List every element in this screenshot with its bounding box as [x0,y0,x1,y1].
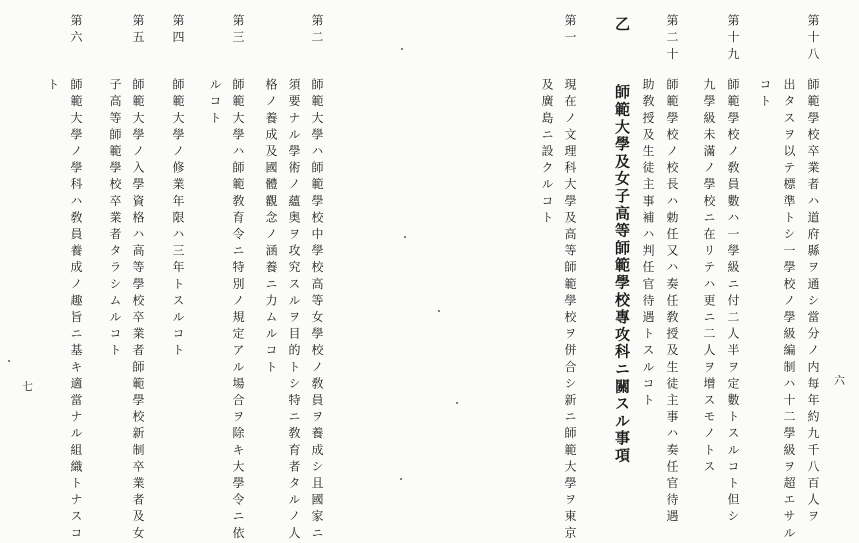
article-number: 第十八 [806,14,820,64]
section-mark: 乙 [613,16,631,34]
scan-speck [8,360,10,362]
article-number: 第一 [563,14,577,48]
article-text-line: ルコト [208,78,222,128]
scan-speck [404,236,406,238]
article-text-line: 師範學校ノ校長ハ勅任又ハ奏任敎授及生徒主事ハ奏任官待遇 [665,78,679,527]
article-number: 第六 [69,14,83,48]
scan-speck [456,402,458,404]
article-number: 第十九 [726,14,740,64]
section-heading: 師範大學及女子高等師範學校專攻科ニ關スル事項 [613,84,631,465]
article-text-line: 九學級未滿ノ學校ニ在リテハ更ニ二人ヲ增スモノトス [702,78,716,477]
article-number: 第三 [231,14,245,48]
article-text-line: 須要ナル學術ノ蘊奥ヲ攻究スルヲ目的トシ特ニ敎育者タルノ人 [287,78,301,543]
article-text-line: 師範大學ノ修業年限ハ三年トスルコト [171,78,185,361]
scan-speck [438,310,440,312]
article-text-line: 現在ノ文理科大學及高等師範學校ヲ併合シ新ニ師範大學ヲ東京 [563,78,577,543]
article-text-line: 師範大學ハ師範敎育令ニ特別ノ規定アル場合ヲ除キ大學令ニ依 [231,78,245,543]
article-number: 第五 [131,14,145,48]
article-text-line: コト [758,78,772,112]
article-text-line: 出タスヲ以テ標準トシ一學校ノ學級編制ハ十二學級ヲ超エサル [782,78,796,543]
article-text-line: 格ノ養成及國體觀念ノ涵養ニ力ムルコト [264,78,278,377]
article-number: 第二十 [665,14,679,64]
article-number: 第四 [171,14,185,48]
article-text-line: ト [46,78,60,95]
article-text-line: 師範學校卒業者ハ道府縣ヲ通シ當分ノ内每年約九千八百人ヲ [806,78,820,527]
article-text-line: 師範大學ハ師範學校中學校高等女學校ノ敎員ヲ養成シ且國家ニ [310,78,324,543]
article-text-line: 師範學校ノ敎員數ハ一學級ニ付二人半ヲ定數トスルコト但シ [726,78,740,527]
article-text-line: 子高等師範學校卒業者タラシムルコト [108,78,122,361]
page-number-right: 六 [834,374,845,387]
scan-speck [401,48,403,50]
article-text-line: 師範大學ノ入學資格ハ高等學校卒業者師範學校新制卒業者及女 [131,78,145,543]
article-text-line: 師範大學ノ學科ハ敎員養成ノ趣旨ニ基キ適當ナル組織トナスコ [69,78,83,543]
scan-speck [400,478,402,480]
article-text-line: 助敎授及生徒主事補ハ判任官待遇トスルコト [641,78,655,410]
page-number-left: 七 [22,380,33,393]
article-text-line: 及廣島ニ設クルコト [540,78,554,228]
article-number: 第二 [310,14,324,48]
